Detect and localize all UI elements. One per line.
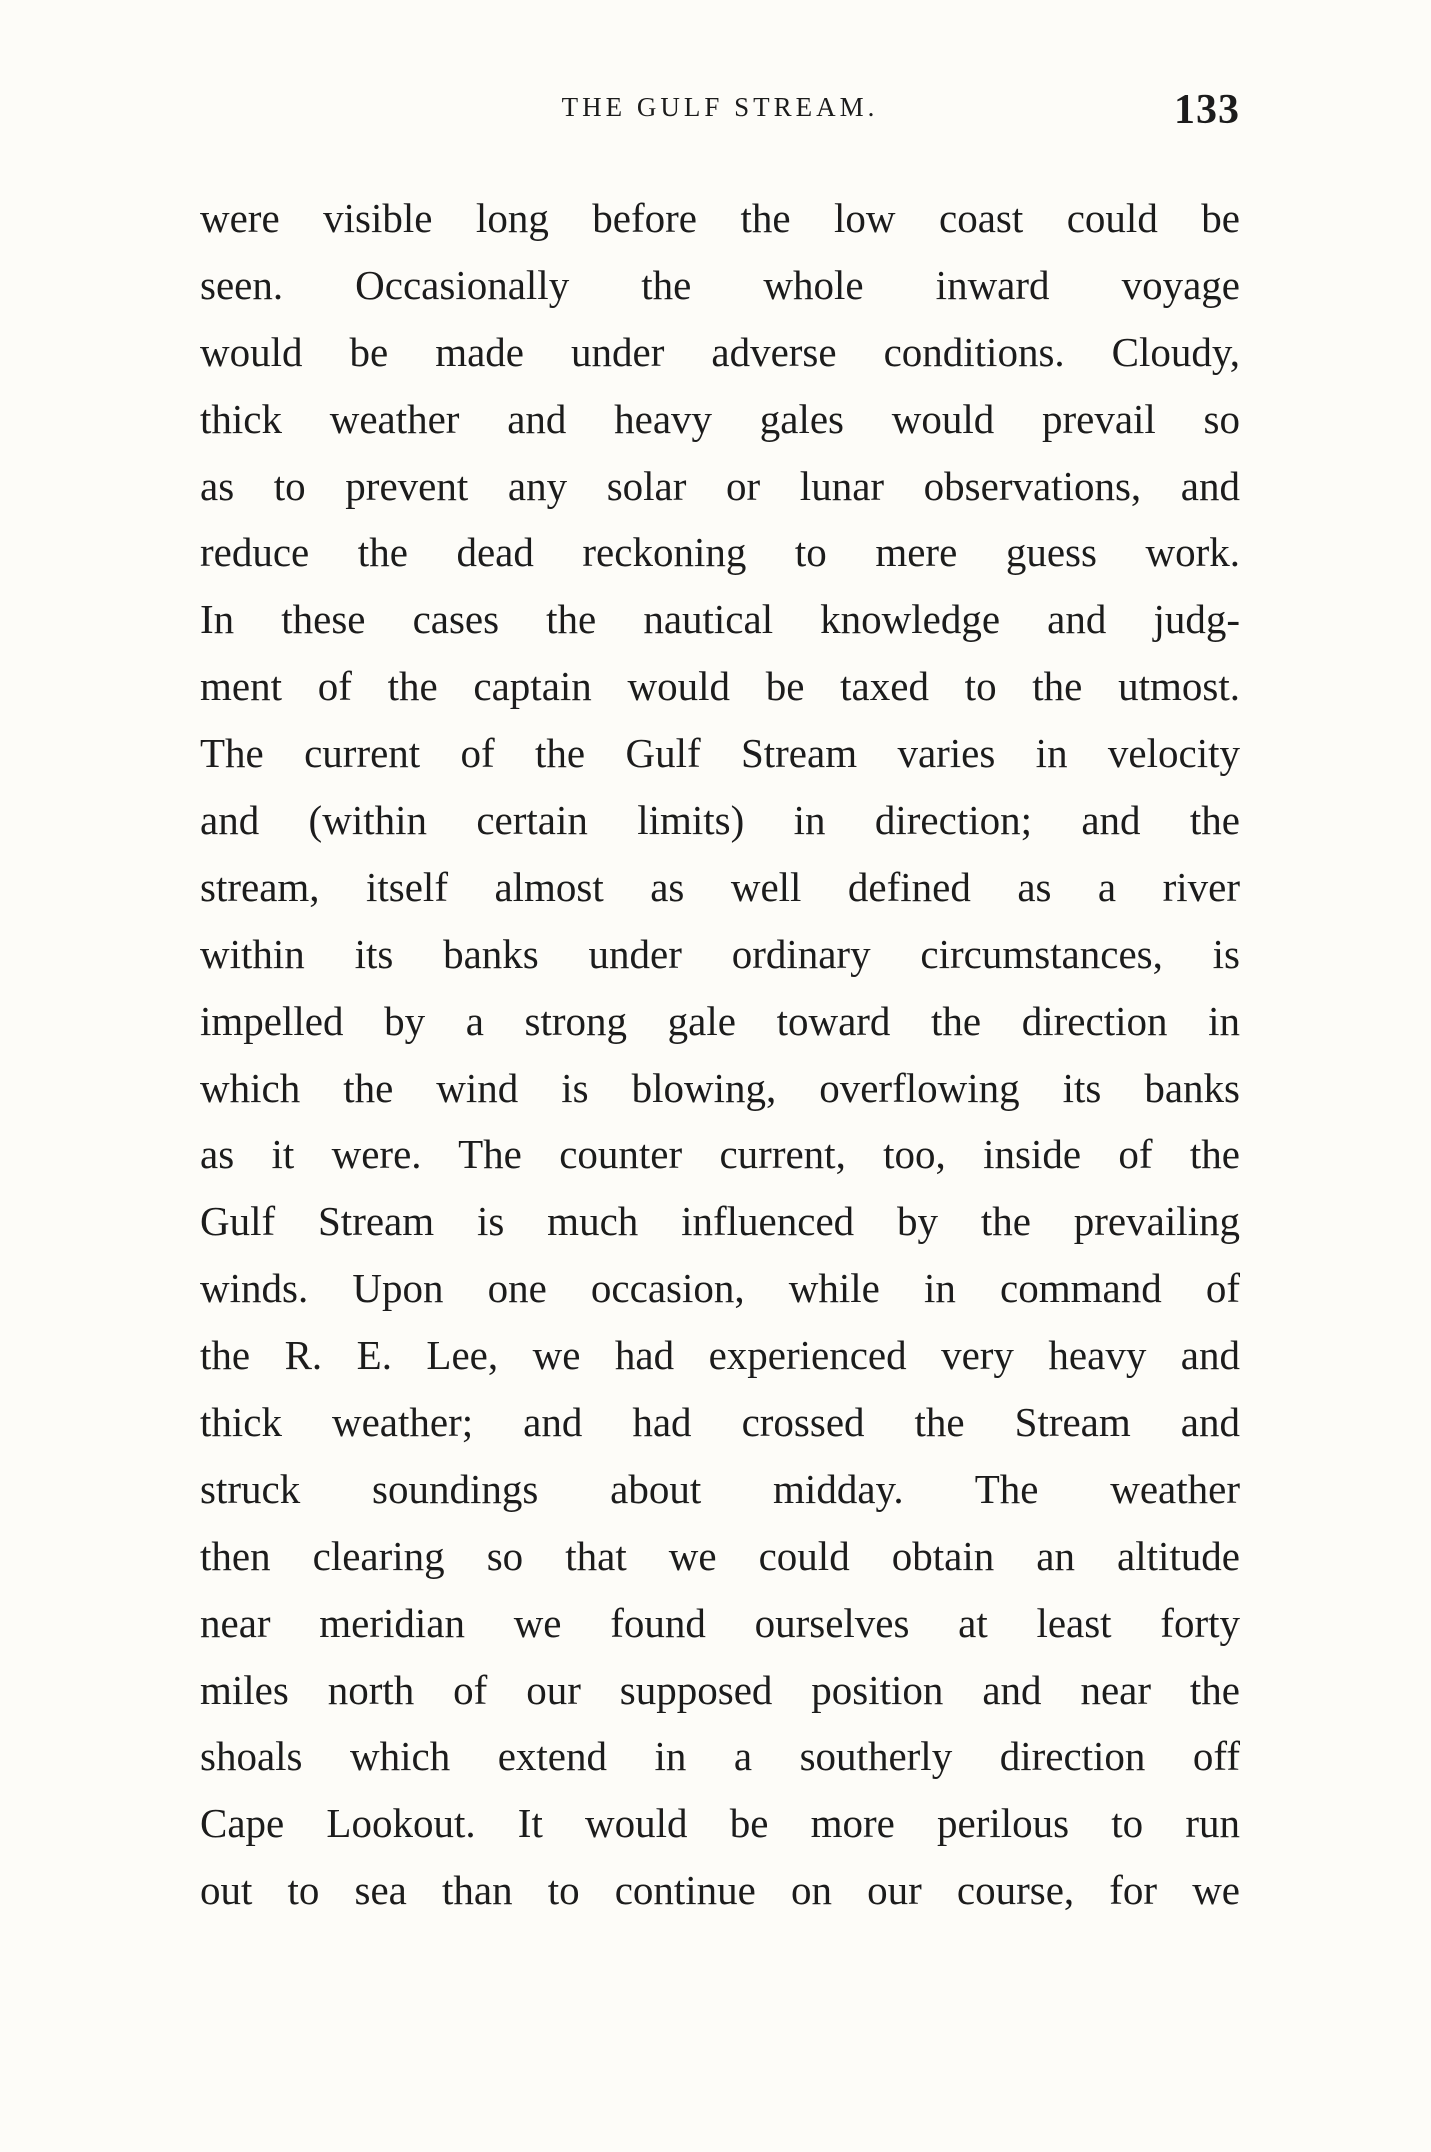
text-line: ment of the captain would be taxed to the utmost. <box>200 663 1240 710</box>
text-line: shoals which extend in a southerly direction off <box>200 1733 1240 1780</box>
text-line: In these cases the nautical knowledge and judg- <box>200 596 1240 643</box>
text-line: stream, itself almost as well defined as a river <box>200 863 1240 910</box>
text-line: thick weather; and had crossed the Stream and <box>200 1399 1240 1446</box>
text-line: and (within certain limits) in direction; and the <box>200 797 1240 844</box>
text-line: The current of the Gulf Stream varies in velocity <box>200 730 1240 777</box>
text-line: winds. Upon one occasion, while in command of <box>200 1265 1240 1312</box>
text-line: Gulf Stream is much influenced by the prevailing <box>200 1198 1240 1245</box>
text-line: Cape Lookout. It would be more perilous to run <box>200 1800 1240 1847</box>
page-number: 133 <box>1174 87 1240 133</box>
text-line: impelled by a strong gale toward the direction in <box>200 997 1240 1044</box>
text-line: thick weather and heavy gales would prevail so <box>200 395 1240 442</box>
text-line: the R. E. Lee, we had experienced very heavy and <box>200 1332 1240 1379</box>
text-line: which the wind is blowing, overflowing its banks <box>200 1064 1240 1111</box>
text-line: near meridian we found ourselves at least forty <box>200 1599 1240 1646</box>
text-line: reduce the dead reckoning to mere guess work. <box>200 529 1240 576</box>
text-line: as it were. The counter current, too, inside of the <box>200 1131 1240 1178</box>
text-line: as to prevent any solar or lunar observations, and <box>200 462 1240 509</box>
text-line: were visible long before the low coast could be <box>200 195 1240 241</box>
text-line: would be made under adverse conditions. Cloudy, <box>200 328 1240 375</box>
running-head <box>200 86 1240 146</box>
text-line: then clearing so that we could obtain an altitude <box>200 1532 1240 1579</box>
text-line: out to sea than to continue on our course, for we <box>200 1867 1240 1914</box>
running-title: THE GULF STREAM. <box>561 92 879 122</box>
text-line: within its banks under ordinary circumstances, is <box>200 930 1240 977</box>
text-line: miles north of our supposed position and near the <box>200 1666 1240 1713</box>
body-text <box>200 185 1240 1924</box>
text-line: struck soundings about midday. The weather <box>200 1465 1240 1512</box>
text-line: seen. Occasionally the whole inward voyage <box>200 261 1240 308</box>
